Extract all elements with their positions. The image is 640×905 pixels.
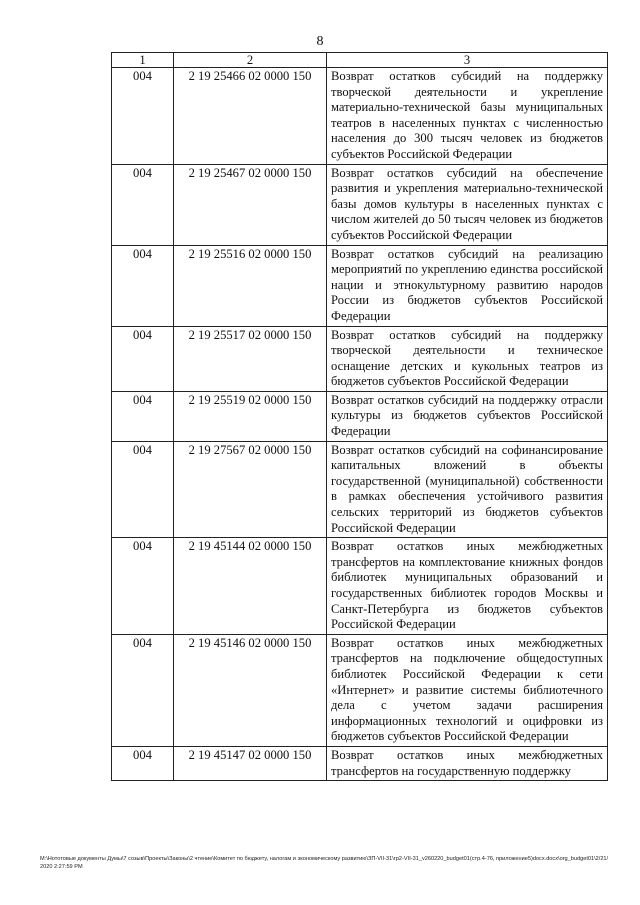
column-header-3: 3 <box>327 53 608 68</box>
budget-classification-code: 2 19 25466 02 0000 150 <box>174 68 327 165</box>
column-header-2: 2 <box>174 53 327 68</box>
revenue-name: Возврат остатков субсидий на софинансирование капитальных вложений в объекты государственной (муниципальной) собственности в рамках обеспечения устойчивого развития сельских территорий из бюджетов субъектов Российской Федерации <box>327 441 608 538</box>
table-header-row <box>112 53 608 68</box>
budget-codes-table <box>111 52 608 781</box>
table-row <box>112 441 608 538</box>
table-row <box>112 634 608 746</box>
admin-code: 004 <box>112 746 174 780</box>
page-number: 8 <box>316 34 324 49</box>
table-row <box>112 538 608 635</box>
admin-code: 004 <box>112 326 174 391</box>
budget-classification-code: 2 19 45147 02 0000 150 <box>174 746 327 780</box>
table-row <box>112 746 608 780</box>
revenue-name: Возврат остатков субсидий на обеспечение развития и укрепления материально-технической базы домов культуры в населенных пунктах с числом жителей до 50 тысяч человек из бюджетов субъектов Российской Федерации <box>327 164 608 245</box>
budget-classification-code: 2 19 25517 02 0000 150 <box>174 326 327 391</box>
admin-code: 004 <box>112 634 174 746</box>
budget-classification-code: 2 19 25467 02 0000 150 <box>174 164 327 245</box>
document-file-path-footer: М:\Нототовые документы Думы\7 созыв\Проекты\Законы\2 чтение\Комитет по бюджету, налогам и экономическому развитию\ЗП-VII-31\гр2-VII-31_v260220_budget01(стр.4-76, приложение5)docx.docx\org_budget01\2/21/2020 2:27:59 PM <box>40 856 609 870</box>
admin-code: 004 <box>112 441 174 538</box>
revenue-name: Возврат остатков субсидий на реализацию мероприятий по укреплению единства российской нации и этнокультурному развитию народов России из бюджетов субъектов Российской Федерации <box>327 245 608 326</box>
table-row <box>112 68 608 165</box>
table-row <box>112 164 608 245</box>
table-row <box>112 391 608 441</box>
admin-code: 004 <box>112 538 174 635</box>
budget-classification-code: 2 19 45146 02 0000 150 <box>174 634 327 746</box>
budget-classification-code: 2 19 27567 02 0000 150 <box>174 441 327 538</box>
revenue-name: Возврат остатков иных межбюджетных трансфертов на подключение общедоступных библиотек Российской Федерации к сети «Интернет» и развитие системы библиотечного дела с учетом задачи расширения информационных технологий и оцифровки из бюджетов субъектов Российской Федерации <box>327 634 608 746</box>
table-row <box>112 326 608 391</box>
admin-code: 004 <box>112 164 174 245</box>
revenue-name: Возврат остатков иных межбюджетных трансфертов на государственную поддержку <box>327 746 608 780</box>
admin-code: 004 <box>112 391 174 441</box>
revenue-name: Возврат остатков субсидий на поддержку творческой деятельности и укрепление материально-технической базы муниципальных театров в населенных пунктах с численностью населения до 300 тысяч человек из бюджетов субъектов Российской Федерации <box>327 68 608 165</box>
admin-code: 004 <box>112 68 174 165</box>
admin-code: 004 <box>112 245 174 326</box>
revenue-name: Возврат остатков иных межбюджетных трансфертов на комплектование книжных фондов библиотек муниципальных образований и государственных библиотек городов Москвы и Санкт-Петербурга из бюджетов субъектов Российской Федерации <box>327 538 608 635</box>
table-row <box>112 245 608 326</box>
column-header-1: 1 <box>112 53 174 68</box>
budget-classification-code: 2 19 25516 02 0000 150 <box>174 245 327 326</box>
budget-classification-code: 2 19 25519 02 0000 150 <box>174 391 327 441</box>
budget-classification-code: 2 19 45144 02 0000 150 <box>174 538 327 635</box>
revenue-name: Возврат остатков субсидий на поддержку творческой деятельности и техническое оснащение детских и кукольных театров из бюджетов субъектов Российской Федерации <box>327 326 608 391</box>
revenue-name: Возврат остатков субсидий на поддержку отрасли культуры из бюджетов субъектов Российской Федерации <box>327 391 608 441</box>
